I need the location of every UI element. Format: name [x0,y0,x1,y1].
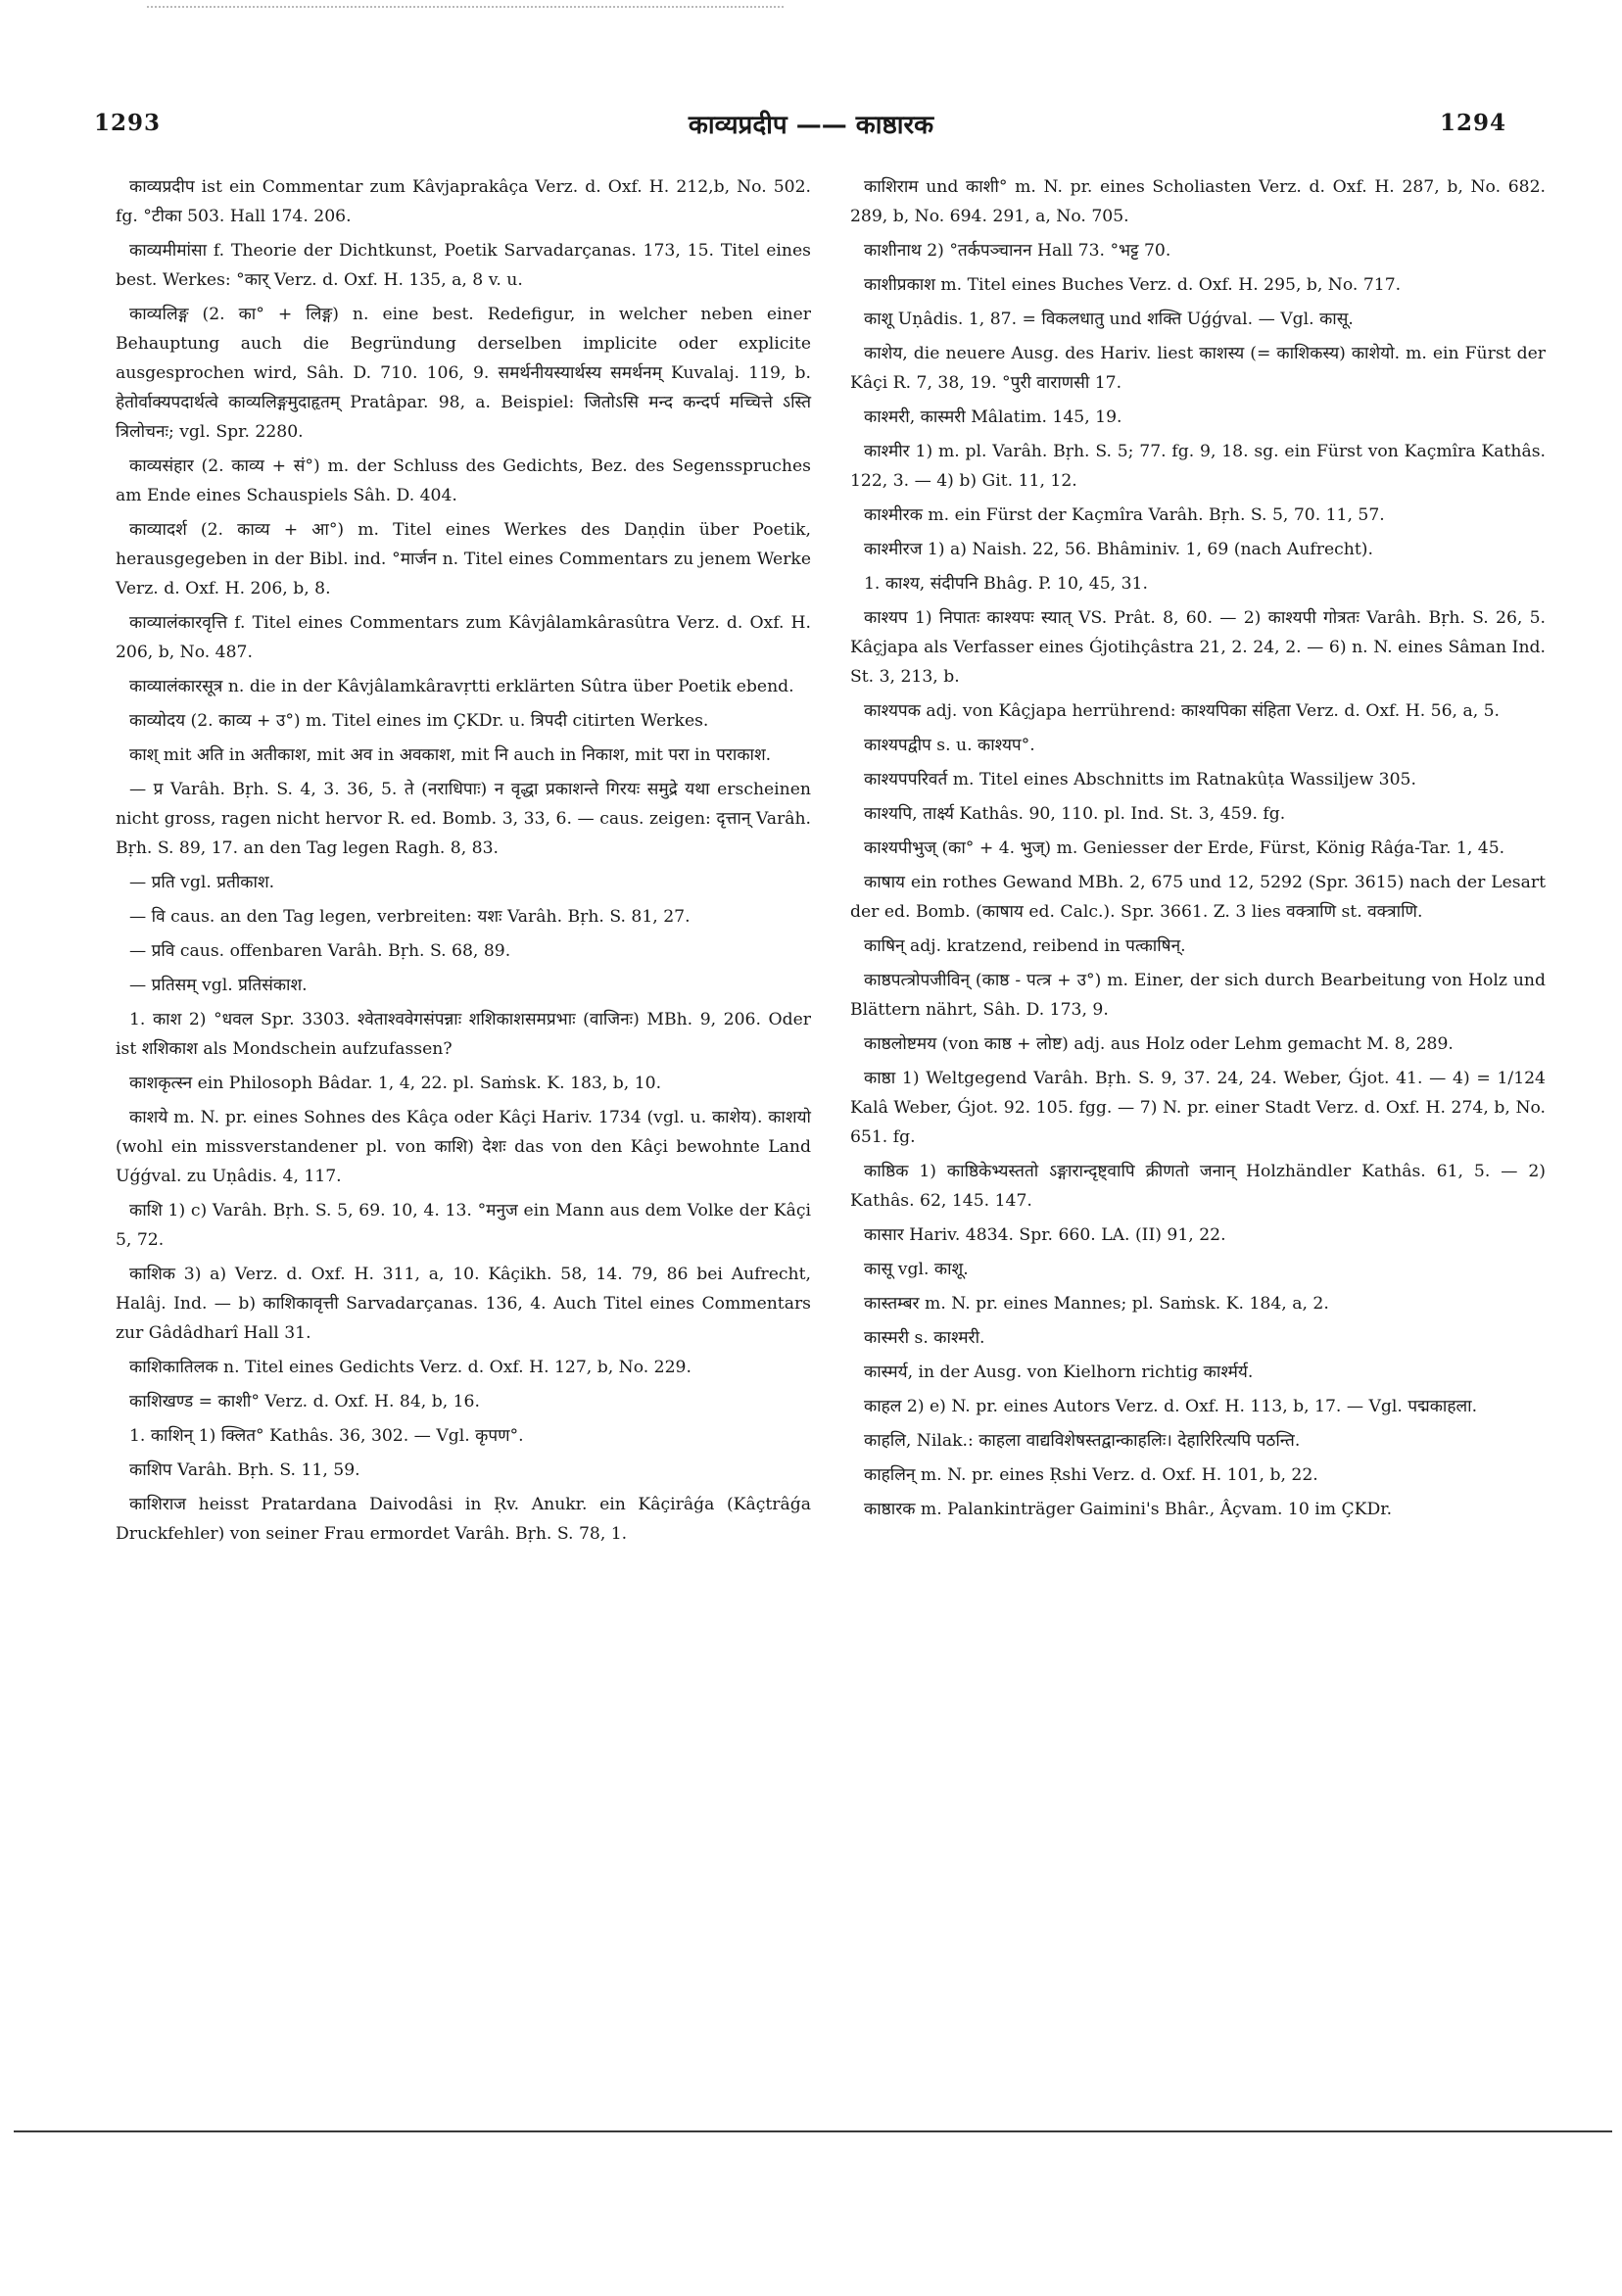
dictionary-entry: — प्र Varâh. Bṛh. S. 4, 3. 36, 5. ते (नराधिपाः) न वृद्धा प्रकाशन्ते गिरयः समुद्रे यथा erscheinen nicht gross, ragen nicht hervor R. ed. Bomb. 3, 33, 6. — caus. zeigen: दृत्तान् Varâh. Bṛh. S. 89, 17. an den Tag legen Ragh. 8, 83. [116,780,811,858]
dictionary-entry: काश्मरी, कास्मरी Mâlatim. 145, 19. [864,407,1122,427]
running-head: काव्यप्रदीप —— काष्ठारक [688,111,934,140]
dictionary-entry: काश्यपीभुज् (का° + 4. भुज्) m. Geniesser der Erde, Fürst, König Râǵa-Tar. 1, 45. [864,838,1505,858]
dictionary-entry: काव्यसंहार (2. काव्य + सं°) m. der Schluss des Gedichts, Bez. des Segensspruches am Ende eines Schauspiels Sâh. D. 404. [116,456,811,505]
dictionary-entry: काष्ठिक 1) काष्ठिकेभ्यस्ततो ऽङ्गारान्दृष्ट्वापि क्रीणतो जनान् Holzhändler Kathâs. 61, 5. — 2) Kathâs. 62, 145. 147. [850,1162,1546,1211]
page-number-left: 1293 [94,110,162,136]
dictionary-entry: कास्तम्बर m. N. pr. eines Mannes; pl. Saṁsk. K. 184, a, 2. [864,1294,1329,1314]
dictionary-entry: काशू Uṇâdis. 1, 87. = विकलधातु und शक्ति Uǵǵval. — Vgl. कासू. [864,310,1354,329]
dictionary-entry: काष्ठपत्त्रोपजीविन् (काष्ठ - पत्त्र + उ°) m. Einer, der sich durch Bearbeitung von Holz und Blättern nährt, Sâh. D. 173, 9. [850,971,1546,1020]
dictionary-entry: काव्यादर्श (2. काव्य + आ°) m. Titel eines Werkes des Daṇḍin über Poetik, herausgegeben in der Bibl. ind. °मार्जन n. Titel eines Commentars zu jenem Werke Verz. d. Oxf. H. 206, b, 8. [116,520,811,598]
dictionary-entry: काशिराम und काशी° m. N. pr. eines Scholiasten Verz. d. Oxf. H. 287, b, No. 682. 289, b, No. 694. 291, a, No. 705. [850,177,1546,226]
dictionary-entry: काश्मीरज 1) a) Naish. 22, 56. Bhâminiv. 1, 69 (nach Aufrecht). [864,540,1373,559]
dictionary-entry: काशिराज heisst Pratardana Daivodâsi in Ṛv. Anukr. ein Kâçirâǵa (Kâçtrâǵa Druckfehler) von seiner Frau ermordet Varâh. Bṛh. S. 78, 1. [116,1495,811,1544]
dictionary-entry: कास्मरी s. काश्मरी. [864,1328,985,1348]
dictionary-entry: कासार Hariv. 4834. Spr. 660. LA. (II) 91, 22. [864,1225,1226,1245]
dictionary-entry: कासू vgl. काशू. [864,1260,969,1279]
dictionary-entry: काशये m. N. pr. eines Sohnes des Kâça oder Kâçi Hariv. 1734 (vgl. u. काशेय). काशयो (wohl ein missverstandener pl. von काशि) देशः das von den Kâçi bewohnte Land Uǵǵval. zu Uṇâdis. 4, 117. [116,1108,811,1186]
dictionary-entry: — वि caus. an den Tag legen, verbreiten: यशः Varâh. Bṛh. S. 81, 27. [129,907,691,927]
dictionary-entry: काश्यप 1) निपातः काश्यपः स्यात् VS. Prât. 8, 60. — 2) काश्यपी गोत्रतः Varâh. Bṛh. S. 26, 5. Kâçjapa als Verfasser eines Ǵjotihçâstra 21, 2. 24, 2. — 6) n. N. eines Sâman Ind. St. 3, 213, b. [850,608,1546,687]
bottom-rule [14,2130,1612,2132]
dictionary-entry: काश् mit अति in अतीकाश, mit अव in अवकाश, mit नि auch in निकाश, mit परा in पराकाश. [129,745,772,765]
dictionary-entry: कास्मर्य, in der Ausg. von Kielhorn richtig कार्श्मर्य. [864,1363,1254,1382]
dictionary-entry: 1. काश 2) °धवल Spr. 3303. श्वेताश्ववेगसंपन्नाः शशिकाशसमप्रभाः (वाजिनः) MBh. 9, 206. Oder ist शशिकाश als Mondschein aufzufassen? [116,1010,811,1059]
dictionary-entry: काव्यलिङ्ग (2. का° + लिङ्ग) n. eine best. Redefigur, in welcher neben einer Behauptung auch die Begründung derselben implicite oder explicite ausgesprochen wird, Sâh. D. 710. 106, 9. समर्थनीयस्यार्थस्य समर्थनम् Kuvalaj. 119, b. हेतोर्वाक्यपदार्थत्वे काव्यलिङ्गमुदाहृतम् Pratâpar. 98, a. Beispiel: जितोऽसि मन्द कन्दर्प मच्चित्ते ऽस्ति त्रिलोचनः; vgl. Spr. 2280. [116,305,811,442]
dictionary-entry: काव्यालंकारवृत्ति f. Titel eines Commentars zum Kâvjâlamkârasûtra Verz. d. Oxf. H. 206, b, No. 487. [116,613,811,662]
dictionary-entry: काष्ठलोष्टमय (von काष्ठ + लोष्ट) adj. aus Holz oder Lehm gemacht M. 8, 289. [864,1034,1454,1054]
dictionary-entry: काश्यपपरिवर्त m. Titel eines Abschnitts im Ratnakûṭa Wassiljew 305. [864,770,1416,789]
dictionary-entry: — प्रतिसम् vgl. प्रतिसंकाश. [129,976,308,995]
left-column [116,172,811,1554]
dictionary-entry: काशीनाथ 2) °तर्कपञ्चानन Hall 73. °भट्ट 70. [864,241,1171,261]
right-column [850,172,1546,1529]
dictionary-entry: काष्ठा 1) Weltgegend Varâh. Bṛh. S. 9, 37. 24, 24. Weber, Ǵjot. 41. — 4) = 1/124 Kalâ Weber, Ǵjot. 92. 105. fgg. — 7) N. pr. einer Stadt Verz. d. Oxf. H. 274, b, No. 651. fg. [850,1069,1546,1147]
dictionary-entry: काष्ठारक m. Palankinträger Gaimini's Bhâr., Âçvam. 10 im ÇKDr. [864,1500,1393,1519]
dictionary-entry: काशिप Varâh. Bṛh. S. 11, 59. [129,1460,360,1480]
dictionary-entry: काश्यपद्वीप s. u. काश्यप°. [864,736,1035,755]
dictionary-entry: काषिन् adj. kratzend, reibend in पत्काषिन्. [864,936,1186,956]
dictionary-entry: काश्यपि, तार्क्ष्य Kathâs. 90, 110. pl. Ind. St. 3, 459. fg. [864,804,1286,824]
dictionary-entry: काशकृत्स्न ein Philosoph Bâdar. 1, 4, 22. pl. Saṁsk. K. 183, b, 10. [129,1074,662,1093]
page-header [0,106,1622,145]
dictionary-entry: काव्यमीमांसा f. Theorie der Dichtkunst, Poetik Sarvadarçanas. 173, 15. Titel eines best. Werkes: °कार् Verz. d. Oxf. H. 135, a, 8 v. u. [116,241,811,290]
dictionary-entry: काशेय, die neuere Ausg. des Hariv. liest काशस्य (= काशिकस्य) काशेयो. m. ein Fürst der Kâçi R. 7, 38, 19. °पुरी वाराणसी 17. [850,344,1546,393]
dictionary-entry: काशिकातिलक n. Titel eines Gedichts Verz. d. Oxf. H. 127, b, No. 229. [129,1358,692,1377]
dictionary-entry: 1. काश्य, संदीपनि Bhâg. P. 10, 45, 31. [864,574,1148,594]
dictionary-entry: — प्रति vgl. प्रतीकाश. [129,873,275,892]
dictionary-entry: काशिक 3) a) Verz. d. Oxf. H. 311, a, 10. Kâçikh. 58, 14. 79, 86 bei Aufrecht, Halâj. Ind. — b) काशिकावृत्ती Sarvadarçanas. 136, 4. Auch Titel eines Commentars zur Gâdâdharî Hall 31. [116,1265,811,1343]
dictionary-entry: काश्मीरक m. ein Fürst der Kaçmîra Varâh. Bṛh. S. 5, 70. 11, 57. [864,505,1385,525]
dictionary-entry: काहलि, Nilak.: काहला वाद्यविशेषस्तद्वान्काहलिः। देहारिरित्यपि पठन्ति. [864,1431,1301,1451]
dictionary-entry: काहल 2) e) N. pr. eines Autors Verz. d. Oxf. H. 113, b, 17. — Vgl. पद्मकाहला. [864,1397,1478,1416]
dictionary-entry: काव्यालंकारसूत्र n. die in der Kâvjâlamkâravṛtti erklärten Sûtra über Poetik ebend. [129,677,794,696]
dictionary-entry: काश्मीर 1) m. pl. Varâh. Bṛh. S. 5; 77. fg. 9, 18. sg. ein Fürst von Kaçmîra Kathâs. 122, 3. — 4) b) Git. 11, 12. [850,442,1546,491]
page-number-right: 1294 [1440,110,1507,136]
scan-artifact-line [147,6,784,10]
dictionary-entry: काश्यपक adj. von Kâçjapa herrührend: काश्यपिका संहिता Verz. d. Oxf. H. 56, a, 5. [864,701,1501,721]
dictionary-entry: काशि 1) c) Varâh. Bṛh. S. 5, 69. 10, 4. 13. °मनुज ein Mann aus dem Volke der Kâçi 5, 72. [116,1201,811,1250]
dictionary-entry: काव्यप्रदीप ist ein Commentar zum Kâvjaprakâça Verz. d. Oxf. H. 212,b, No. 502. fg. °टीका 503. Hall 174. 206. [116,177,811,226]
dictionary-entry: काषाय ein rothes Gewand MBh. 2, 675 und 12, 5292 (Spr. 3615) nach der Lesart der ed. Bomb. (काषाय ed. Calc.). Spr. 3661. Z. 3 lies वक्त्राणि st. वक्त्राणि. [850,873,1546,922]
dictionary-entry: काहलिन् m. N. pr. eines Ṛshi Verz. d. Oxf. H. 101, b, 22. [864,1465,1318,1485]
dictionary-entry: काशिखण्ड = काशी° Verz. d. Oxf. H. 84, b, 16. [129,1392,480,1411]
dictionary-entry: — प्रवि caus. offenbaren Varâh. Bṛh. S. 68, 89. [129,941,511,961]
dictionary-entry: काशीप्रकाश m. Titel eines Buches Verz. d. Oxf. H. 295, b, No. 717. [864,275,1402,295]
dictionary-entry: काव्योदय (2. काव्य + उ°) m. Titel eines im ÇKDr. u. त्रिपदी citirten Werkes. [129,711,709,731]
dictionary-entry: 1. काशिन् 1) क्लित° Kathâs. 36, 302. — Vgl. कृपण°. [129,1426,524,1446]
